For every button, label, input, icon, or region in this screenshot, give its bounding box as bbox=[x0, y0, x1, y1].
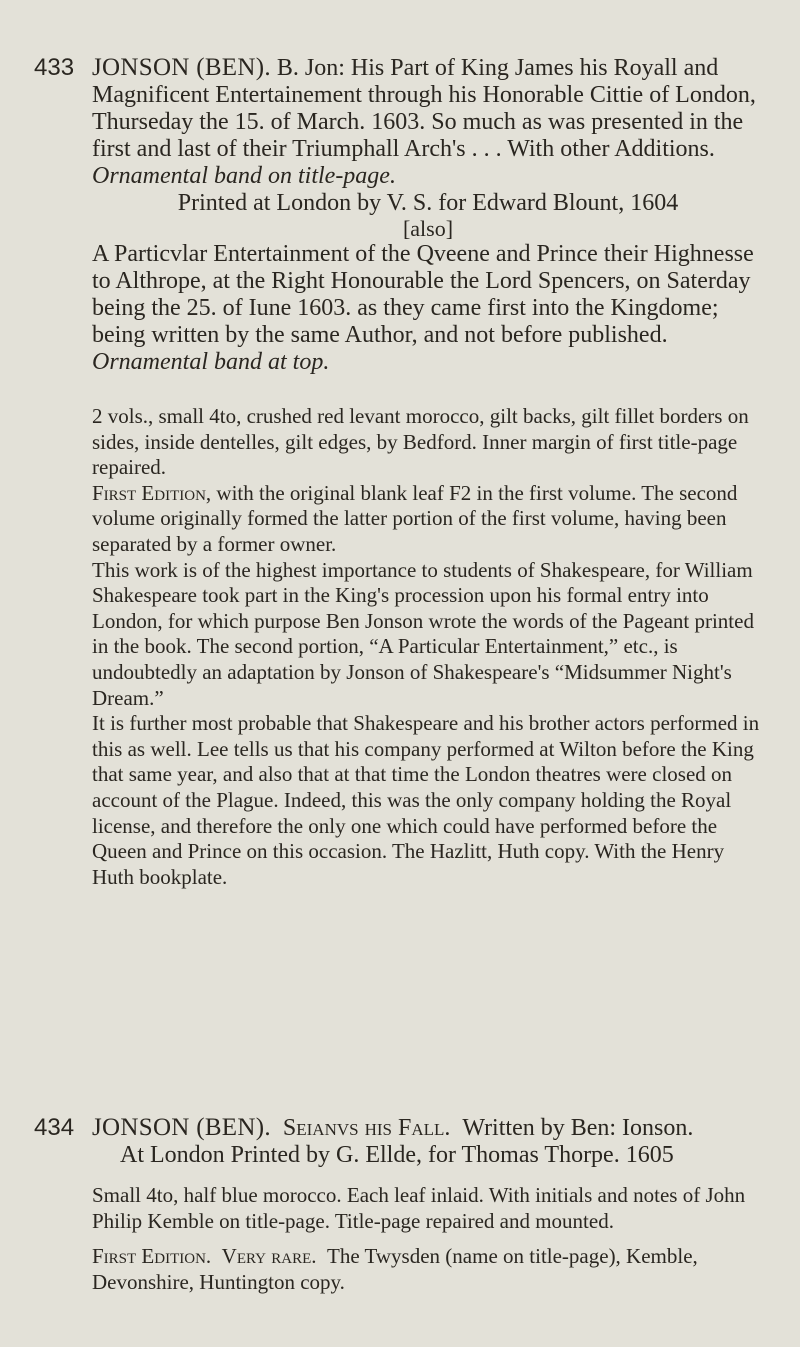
second-title-note: Ornamental band at top. bbox=[92, 349, 330, 375]
edition-text: with the original blank leaf F2 in the first volume. The second volume originally formed the latter portion of the first volume, having been separated by a former owner. bbox=[92, 480, 738, 556]
also-marker: [also] bbox=[402, 216, 454, 241]
author-name: JONSON (BEN). bbox=[92, 1114, 271, 1141]
lot-number: 433 bbox=[34, 54, 75, 81]
author-name: JONSON (BEN). bbox=[92, 54, 271, 81]
edition-label: First Edition, bbox=[92, 480, 212, 505]
title-text: Seianvs his Fall. bbox=[282, 1115, 451, 1141]
title-note: Ornamental band on title-page. bbox=[92, 163, 396, 189]
second-title-text: A Particvlar Entertainment of the Qveene and Prince their Highnesse to Althrope, at the Right Honourable the Lord Spencers, on Saterday being the 25. of Iune 1603. as they came first into the Kingdome; being written by the same Author, and not before published. bbox=[92, 241, 754, 348]
edition-paragraph bbox=[92, 1244, 764, 1295]
imprint: Printed at London by V. S. for Edward Blount, 1604 bbox=[177, 190, 679, 216]
note-paragraph-2: It is further most probable that Shakespeare and his brother actors performed in this as well. Lee tells us that his company performed at Wilton before the King that same year, and also that at that time the London theatres were closed on account of the Plague. Indeed, this was the only company holding the Royal license, and therefore the only one which could have performed before the Queen and Prince on this occasion. The Hazlitt, Huth copy. With the Henry Huth bookplate. bbox=[92, 711, 760, 889]
edition-label: First Edition. bbox=[92, 1244, 212, 1269]
note-paragraph-1: This work is of the highest importance to students of Shakespeare, for William Shakespeare took part in the King's procession upon his formal entry into London, for which purpose Ben Jonson wrote the words of the Pageant printed in the book. The second portion, “A Particular Entertainment,” etc., is undoubtedly an adaptation by Jonson of Shakespeare's “Midsummer Night's Dream.” bbox=[92, 557, 754, 710]
binding-description: Small 4to, half blue morocco. Each leaf inlaid. With initials and notes of John Philip Kemble on title-page. Title-page repaired and mounted. bbox=[92, 1183, 746, 1233]
entry-heading bbox=[92, 54, 764, 190]
title-rest: Written by Ben: Ionson. bbox=[462, 1115, 694, 1141]
second-title bbox=[92, 241, 764, 376]
provenance-text: The Twysden (name on title-page), Kemble, Devonshire, Huntington copy. bbox=[92, 1244, 698, 1294]
imprint: At London Printed by G. Ellde, for Thomas Thorpe. 1605 bbox=[120, 1142, 674, 1168]
entry-heading bbox=[92, 1114, 764, 1142]
rarity-label: Very rare. bbox=[221, 1244, 317, 1269]
edition-paragraph bbox=[92, 481, 764, 558]
lot-number: 434 bbox=[34, 1114, 75, 1141]
binding-description: 2 vols., small 4to, crushed red levant morocco, gilt backs, gilt fillet borders on sides, inside dentelles, gilt edges, by Bedford. Inner margin of first title-page repaired. bbox=[92, 404, 749, 480]
title-text: B. Jon: His Part of King James his Royall and Magnificent Entertainement through his Honorable Cittie of London, Thurseday the 15. of March. 1603. So much as was presented in the first and last of their Triumphall Arch's . . . With other Additions. bbox=[92, 55, 756, 162]
